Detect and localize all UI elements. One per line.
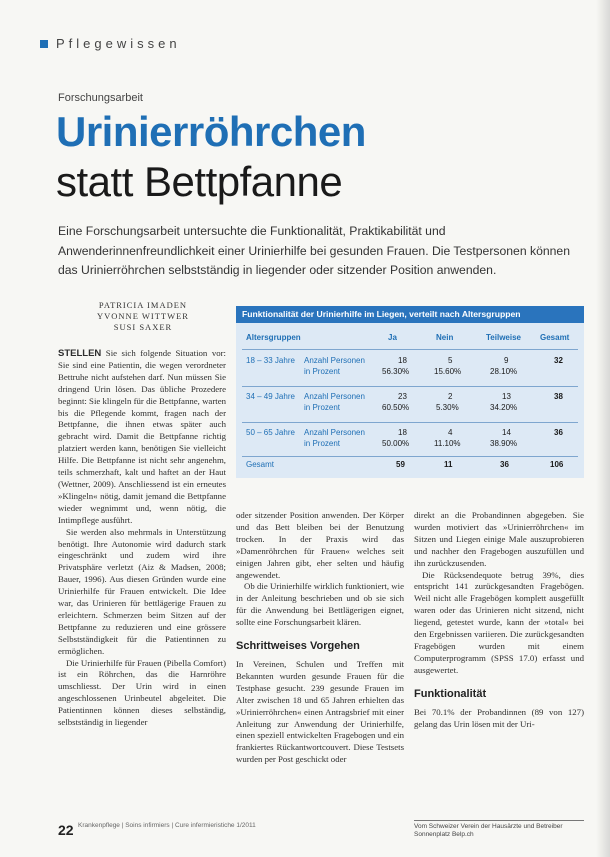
total-gesamt: 106 [550,460,564,469]
body-paragraph: Sie werden also mehrmals in Unterstützung benötigt. Ihre Autonomie wird dadurch stark eingeschränkt und zudem wird ihre Privatsphäre verletzt (Aiz & Madsen, 2008; Bauer, 1996). Aus diesen Gründen wurde eine Urinierhilfe für Frauen entwickelt. Die Idee war, das Urinieren für bettlägerige Frauen zu erleichtern. Schmerzen beim Sitzen auf der Bettpfanne zu reduzieren und eine grössere Selbstständigkeit für die Patientinnen zu ermöglichen. [58,526,226,656]
cell-ja-pct: 56.30% [382,367,410,376]
body-paragraph: Bei 70.1% der Probandinnen (89 von 127) gelang das Urin lösen mit der Uri- [414,706,584,729]
subheading: Schrittweises Vorgehen [236,640,360,653]
cell-ja: 18 [398,356,407,365]
row-label: Anzahl Personen [304,392,365,401]
cell-ja-pct: 60.50% [382,403,410,412]
body-paragraph: Ob die Urinierhilfe wirklich funktioniert, wie in der Anleitung beschrieben und ob sie sich für die Anwendung bei Bettlägerigen eignet, sollte eine Forschungsarbeit klären. [236,581,404,628]
total-teilweise: 36 [500,460,509,469]
cell-nein-pct: 5.30% [436,403,459,412]
section-header [40,36,181,51]
table-total-row [236,457,584,473]
table-divider [242,386,578,387]
body-paragraph: direkt an die Probandinnen abgegeben. Sie wurden motiviert das »Urinierröhrchen« im Sitzen und Liegen einige Male auszuprobieren und nachher den Fragebogen auszufüllen und ihn zurückzusenden. [414,510,584,568]
section-name: Pflegewissen [56,36,181,51]
kicker: Forschungsarbeit [58,92,143,104]
title-line-2: statt Bettpfanne [56,158,343,205]
total-ja: 59 [396,460,405,469]
body-paragraph [58,348,226,527]
page-number: 22 [58,822,74,838]
row-label: in Prozent [304,403,341,412]
cell-ja-pct: 50.00% [382,439,410,448]
total-nein: 11 [444,460,453,469]
body-paragraph: oder sitzender Position anwenden. Der Körper und das Bett bleiben bei der Benutzung trocken. In der Praxis wird das »Damenröhrchen für Frauen« welches seit einigen Jahren gibt, eher selten und häufig angewendet. [236,510,404,580]
table-row [236,356,584,384]
row-label: in Prozent [304,367,341,376]
table-header-cell: Ja [388,333,397,342]
row-label: Anzahl Personen [304,428,365,437]
page-footer: Krankenpflege | Soins infirmiers | Cure infermieristiche 1/2011 [78,822,256,829]
table-row [236,392,584,420]
body-paragraph: Die Rücksendequote betrug 39%, dies entspricht 141 zurückgesandten Fragebögen. Weil nicht alle Fragebögen komplett ausgefüllt waren oder das Urinieren nicht sitzend, nicht liegend, getestet wurde, kann der »total« bei den Ergebnissen variieren. Die zurückgesandten Fragebögen wurden mit einem Computerprogramm (SPSS 17.0) erfasst und ausgewertet. [414,569,584,675]
table-header-cell: Teilweise [486,333,521,342]
cell-nein-pct: 11.10% [434,439,461,448]
age-group-cell: 34 – 49 Jahre [246,392,295,401]
author-name: PATRICIA IMADEN [98,300,188,310]
row-label: Anzahl Personen [304,356,365,365]
table-header-cell: Nein [436,333,454,342]
lead-paragraph: Eine Forschungsarbeit untersuchte die Funktionalität, Praktikabilität und Anwenderinnenfreundlichkeit einer Urinierhilfe bei gesunden Frauen. Die Testpersonen können das Urinierröhrchen selbstständig in liegender oder sitzender Position anwenden. [58,224,570,277]
cell-teilweise-pct: 28.10% [490,367,518,376]
cell-ja: 18 [398,428,407,437]
cell-teilweise-pct: 34.20% [490,403,518,412]
cell-nein: 4 [448,428,453,437]
cell-gesamt: 38 [554,392,563,401]
results-table [236,306,584,478]
footnote: Vom Schweizer Verein der Hausärzte und Betreiber Sonnenplatz Belp.ch [414,820,584,839]
table-header-cell: Altersgruppen [246,333,301,342]
cell-nein-pct: 15.60% [434,367,462,376]
body-column-2 [236,510,404,766]
cell-ja: 23 [398,392,407,401]
cell-nein: 5 [448,356,453,365]
cell-teilweise: 9 [504,356,509,365]
age-group-cell: 50 – 65 Jahre [246,428,295,437]
table-divider [242,422,578,423]
cell-nein: 2 [448,392,453,401]
title-line-1: Urinierröhrchen [56,108,366,155]
cell-teilweise: 13 [502,392,511,401]
row-label: in Prozent [304,439,341,448]
table-header-cell: Gesamt [540,333,570,342]
drop-lead-word: STELLEN [58,348,102,359]
table-divider [242,349,578,350]
cell-teilweise: 14 [502,428,511,437]
body-paragraph: Die Urinierhilfe für Frauen (Pibella Comfort) ist ein Röhrchen, das die Harnröhre umschliesst. Der Urin wird in einen angeschlossenen Urinbeutel abgeleitet. Die Patientinnen können dieses selbständig, selbstständig in liegender [58,657,227,728]
body-text: Sie sich folgende Situation vor: Sie sind eine Patientin, die wegen verordneter Bettruhe nicht aufstehen darf. Nun müssen Sie dringend Urin lösen. Das übliche Prozedere beginnt: Sie klingeln für die Bettpfanne, warten bis die Pflegende kommt, fragen nach der Bettpfanne, die ihnen etwas später auch gebracht wird. Damit die Bettpfanne richtig platziert werden kann, benötigen Sie vielleicht Hilfe. Die Bettpfanne ist nicht sehr angenehm, teils schmerzhaft, kalt und haftet an der Haut (Wettner, 2009). Anschliessend ist ein erneutes »Klingeln« nötig, damit jemand die Bettpfanne wieder wegnimmt und, wenn nötig, die Intimpflege ausführt. [58,348,226,525]
table-row [236,428,584,456]
cell-gesamt: 32 [554,356,563,365]
table-header-row [236,330,584,346]
author-name: YVONNE WITTWER [97,311,189,321]
author-name: SUSI SAXER [113,322,173,332]
section-marker-square [40,40,48,48]
cell-gesamt: 36 [554,428,563,437]
subheading: Funktionalität [414,687,487,700]
cell-teilweise-pct: 38.90% [490,439,518,448]
table-caption: Funktionalität der Urinierhilfe im Liegen, verteilt nach Altersgruppen [236,306,584,323]
body-paragraph: In Vereinen, Schulen und Treffen mit Bekannten wurden gesunde Frauen für die Testphase gesucht. 239 gesunde Frauen im Alter zwischen 18 und 65 Jahren erhielten das »Urinierröhrchen« einen Antragsbrief mit einer Anleitung zur Anwendung der Urinierhilfe, einen speziell entwickelten Fragebogen und ein frankiertes Rückantwortcouvert. Diese Testsets wurden per Post geschickt oder [236,658,404,765]
page-edge-shadow [596,0,610,857]
authors [58,300,228,333]
total-label: Gesamt [246,460,275,469]
age-group-cell: 18 – 33 Jahre [246,356,295,365]
body-column-3 [414,510,584,730]
body-column-1 [58,348,226,729]
